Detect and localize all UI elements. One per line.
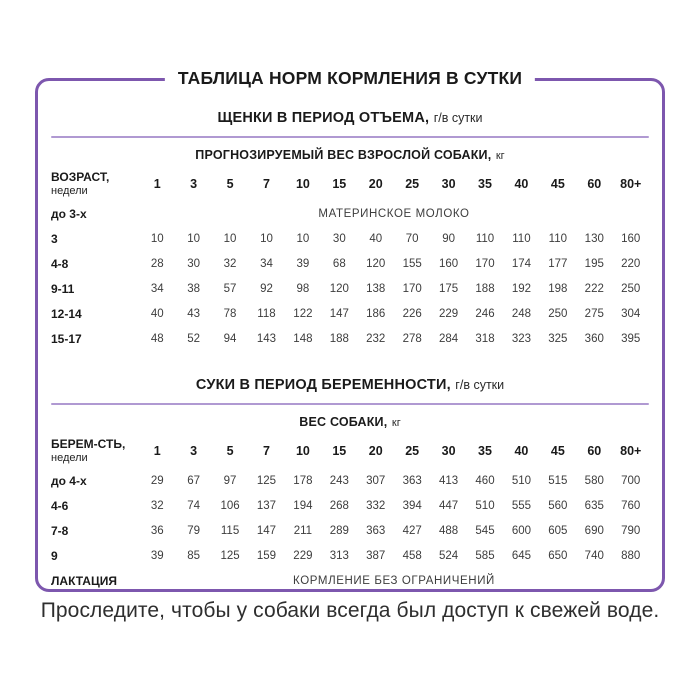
feed-value: 427 (402, 524, 422, 537)
feed-value: 28 (150, 257, 164, 270)
feed-value: 32 (223, 257, 237, 270)
feed-value: 360 (584, 332, 604, 345)
feed-value: 118 (257, 307, 276, 320)
feed-value: 30 (332, 232, 346, 245)
feed-value: 170 (475, 257, 495, 270)
weight-header-text: ВЕС СОБАКИ, (299, 415, 388, 429)
table-row (51, 493, 649, 518)
col-header-weight: 40 (514, 444, 529, 458)
row-label: 12-14 (51, 306, 82, 321)
section-title-text: ЩЕНКИ В ПЕРИОД ОТЪЕМА, (217, 110, 430, 126)
col-header-weight: 20 (368, 177, 383, 191)
col-header-weight: 5 (226, 444, 234, 458)
feed-value: 68 (332, 257, 346, 270)
feed-value: 243 (329, 474, 349, 487)
feed-value: 40 (150, 307, 164, 320)
section-puppies-title (51, 110, 649, 126)
feed-value: 524 (438, 549, 459, 562)
section-title-unit: г/в сутки (455, 378, 505, 392)
feed-value: 650 (548, 549, 568, 562)
feed-value: 318 (475, 332, 495, 345)
col-header-weight: 35 (478, 177, 492, 191)
section-pregnancy-title (51, 377, 649, 393)
feed-value: 510 (475, 499, 495, 512)
feed-value: 78 (223, 307, 237, 320)
feed-value: 880 (621, 549, 641, 562)
section-divider (51, 136, 649, 138)
feed-value: 760 (621, 499, 641, 512)
feed-value: 580 (584, 474, 604, 487)
feed-value: 48 (150, 332, 164, 345)
row-label: 3 (51, 231, 58, 246)
feed-value: 70 (405, 232, 419, 245)
feed-value: 110 (548, 232, 568, 245)
feed-value: 690 (584, 524, 604, 537)
feed-value: 700 (621, 474, 641, 487)
feed-value: 10 (296, 232, 310, 245)
feed-value: 740 (584, 549, 604, 562)
feeding-table (51, 167, 649, 351)
feed-value: 38 (187, 282, 201, 295)
feed-value: 325 (548, 332, 568, 345)
feed-value: 120 (366, 257, 386, 270)
row-label: до 4-х (51, 473, 87, 488)
span-note: КОРМЛЕНИЕ БЕЗ ОГРАНИЧЕНИЙ (293, 574, 495, 587)
fresh-water-note: Проследите, чтобы у собаки всегда был доступ к свежей воде. (40, 599, 660, 622)
table-row (51, 326, 649, 351)
feed-value: 39 (150, 549, 164, 562)
feed-value: 79 (187, 524, 201, 537)
table-row (51, 468, 649, 493)
feed-value: 645 (511, 549, 532, 562)
feed-value: 147 (256, 524, 277, 537)
col-header-weight: 20 (368, 444, 383, 458)
col-header-weight: 10 (295, 177, 310, 191)
row-label: 4-6 (51, 498, 69, 513)
weight-header-unit: кг (495, 150, 505, 162)
page-title: ТАБЛИЦА НОРМ КОРМЛЕНИЯ В СУТКИ (165, 68, 535, 89)
col-header-weight: 45 (550, 177, 565, 191)
feed-value: 32 (150, 499, 164, 512)
feed-value: 137 (256, 499, 277, 512)
feed-value: 560 (548, 499, 568, 512)
feed-value: 413 (438, 474, 459, 487)
feed-value: 790 (621, 524, 641, 537)
feed-value: 192 (511, 282, 532, 295)
feed-value: 510 (511, 474, 532, 487)
feed-value: 226 (402, 307, 422, 320)
feed-value: 460 (475, 474, 495, 487)
feed-value: 194 (293, 499, 313, 512)
pregnancy-table-container (51, 434, 649, 593)
weight-header-text: ПРОГНОЗИРУЕМЫЙ ВЕС ВЗРОСЛОЙ СОБАКИ, (195, 148, 492, 162)
feed-value: 211 (293, 524, 313, 537)
table-row (51, 226, 649, 251)
feed-value: 160 (621, 232, 641, 245)
feed-value: 488 (438, 524, 459, 537)
feed-value: 43 (187, 307, 201, 320)
feed-value: 515 (548, 474, 568, 487)
feed-value: 605 (548, 524, 568, 537)
feed-value: 98 (296, 282, 310, 295)
feed-value: 395 (621, 332, 641, 345)
table-row (51, 201, 649, 226)
feed-value: 229 (438, 307, 459, 320)
table-row (51, 251, 649, 276)
feed-value: 268 (329, 499, 349, 512)
feed-value: 387 (366, 549, 386, 562)
feed-value: 138 (366, 282, 386, 295)
feed-value: 94 (223, 332, 237, 345)
section-pregnancy (51, 377, 649, 593)
feed-value: 10 (260, 232, 273, 245)
feed-value: 600 (511, 524, 532, 537)
weight-header-unit: кг (391, 417, 401, 429)
feed-value: 120 (329, 282, 349, 295)
span-note: МАТЕРИНСКОЕ МОЛОКО (318, 207, 470, 220)
feed-value: 110 (512, 232, 531, 245)
feed-value: 115 (220, 524, 240, 537)
feed-value: 175 (438, 282, 459, 295)
table-header-row (51, 167, 649, 201)
col-header-weight: 60 (587, 444, 602, 458)
table-row (51, 301, 649, 326)
feed-value: 147 (329, 307, 349, 320)
feed-value: 90 (442, 232, 455, 245)
feed-value: 250 (548, 307, 568, 320)
row-label: 15-17 (51, 331, 82, 346)
row-label: 7-8 (51, 523, 69, 538)
feed-value: 67 (187, 474, 201, 487)
feed-value: 394 (402, 499, 422, 512)
feed-value: 284 (438, 332, 459, 345)
weight-span-header (51, 147, 649, 163)
feed-value: 304 (621, 307, 641, 320)
row-label-header (51, 434, 139, 468)
feed-value: 92 (260, 282, 273, 295)
feed-value: 447 (438, 499, 459, 512)
feed-value: 278 (402, 332, 422, 345)
row-label: 9 (51, 548, 58, 563)
feed-value: 174 (511, 257, 532, 270)
feed-value: 585 (475, 549, 495, 562)
feed-value: 332 (366, 499, 386, 512)
section-divider (51, 403, 649, 405)
feed-value: 246 (475, 307, 495, 320)
row-label-header-bold: БЕРЕМ-СТЬ, (51, 437, 126, 452)
section-puppies (51, 110, 649, 351)
feed-value: 323 (511, 332, 532, 345)
row-label-header-sub: недели (51, 184, 88, 197)
feed-value: 97 (223, 474, 237, 487)
puppies-table-container (51, 167, 649, 351)
feed-value: 143 (256, 332, 277, 345)
table-row (51, 518, 649, 543)
table-row (51, 276, 649, 301)
row-label: 4-8 (51, 256, 69, 271)
col-header-weight: 35 (478, 444, 492, 458)
feed-value: 195 (584, 257, 604, 270)
table-row (51, 568, 649, 593)
feed-value: 545 (475, 524, 495, 537)
table-header-row (51, 434, 649, 468)
feed-value: 130 (584, 232, 604, 245)
feed-value: 248 (511, 307, 532, 320)
col-header-weight: 80+ (620, 177, 642, 191)
feed-value: 10 (150, 232, 164, 245)
feed-value: 188 (329, 332, 349, 345)
weight-span-header (51, 414, 649, 430)
col-header-weight: 3 (190, 444, 198, 458)
col-header-weight: 15 (332, 177, 347, 191)
feed-value: 30 (187, 257, 201, 270)
feed-value: 36 (150, 524, 164, 537)
col-header-weight: 10 (295, 444, 310, 458)
col-header-weight: 40 (514, 177, 529, 191)
feed-value: 170 (402, 282, 422, 295)
table-row (51, 543, 649, 568)
feed-value: 198 (548, 282, 568, 295)
col-header-weight: 7 (263, 177, 270, 191)
feed-value: 10 (187, 232, 201, 245)
col-header-weight: 25 (405, 177, 420, 191)
feed-value: 229 (293, 549, 313, 562)
feed-value: 122 (293, 307, 313, 320)
col-header-weight: 45 (550, 444, 565, 458)
row-label-header-bold: ВОЗРАСТ, (51, 170, 110, 185)
feed-value: 186 (366, 307, 386, 320)
col-header-weight: 5 (226, 177, 234, 191)
feed-value: 289 (329, 524, 349, 537)
col-header-weight: 30 (441, 177, 456, 191)
feed-value: 34 (260, 257, 273, 270)
feed-value: 555 (511, 499, 532, 512)
feed-value: 307 (366, 474, 386, 487)
row-label: до 3-х (51, 206, 87, 221)
row-label: 9-11 (51, 281, 75, 296)
feeding-table (51, 434, 649, 593)
feed-value: 52 (187, 332, 201, 345)
feed-value: 177 (548, 257, 568, 270)
col-header-weight: 7 (263, 444, 270, 458)
row-label: ЛАКТАЦИЯ (51, 573, 117, 588)
feed-value: 220 (621, 257, 641, 270)
feed-value: 178 (293, 474, 313, 487)
feed-value: 222 (584, 282, 604, 295)
row-label-header-sub: недели (51, 451, 88, 464)
feed-value: 313 (329, 549, 349, 562)
col-header-weight: 80+ (620, 444, 642, 458)
row-label-header (51, 167, 139, 201)
col-header-weight: 25 (405, 444, 420, 458)
feed-value: 34 (150, 282, 164, 295)
feed-value: 125 (220, 549, 240, 562)
feed-value: 57 (223, 282, 237, 295)
feed-value: 160 (438, 257, 459, 270)
feed-value: 363 (402, 474, 422, 487)
feed-value: 159 (256, 549, 277, 562)
feed-value: 125 (256, 474, 277, 487)
col-header-weight: 1 (153, 177, 161, 191)
feed-value: 10 (223, 232, 237, 245)
feed-value: 106 (220, 499, 240, 512)
col-header-weight: 3 (190, 177, 198, 191)
section-title-text: СУКИ В ПЕРИОД БЕРЕМЕННОСТИ, (195, 377, 451, 393)
feed-value: 458 (402, 549, 422, 562)
feed-value: 74 (187, 499, 201, 512)
feed-value: 275 (584, 307, 604, 320)
feeding-table-card (35, 68, 665, 592)
col-header-weight: 30 (441, 444, 456, 458)
feed-value: 29 (150, 474, 164, 487)
feed-value: 110 (475, 232, 495, 245)
feed-value: 635 (584, 499, 604, 512)
feed-value: 250 (621, 282, 641, 295)
section-title-unit: г/в сутки (433, 111, 483, 125)
feed-value: 188 (475, 282, 495, 295)
col-header-weight: 1 (153, 444, 161, 458)
col-header-weight: 60 (587, 177, 602, 191)
feed-value: 363 (366, 524, 386, 537)
feed-value: 40 (369, 232, 383, 245)
feed-value: 85 (187, 549, 201, 562)
feed-value: 39 (296, 257, 310, 270)
feed-value: 148 (293, 332, 313, 345)
feed-value: 155 (402, 257, 422, 270)
feed-value: 232 (366, 332, 386, 345)
col-header-weight: 15 (332, 444, 347, 458)
